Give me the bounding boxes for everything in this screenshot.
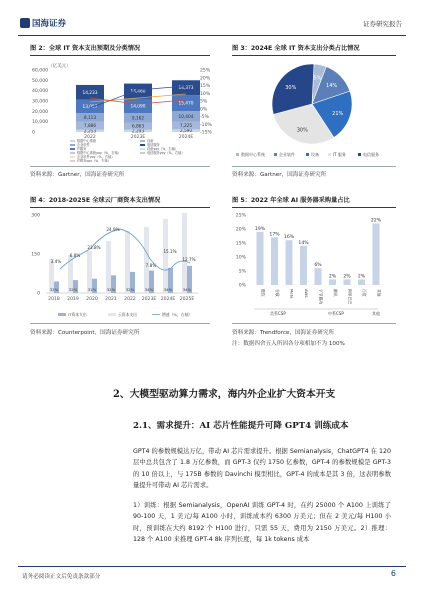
fig2-ytick-left: 0: [32, 130, 35, 136]
fig5-bar: [329, 279, 336, 285]
fig5-bar: [358, 279, 365, 285]
fig2-data-label: 8,113: [83, 115, 97, 121]
fig4-share-label: 31%: [87, 287, 97, 292]
fig2-ytick-right: 0%: [200, 107, 208, 113]
fig2-x-label: 2024E: [178, 135, 194, 140]
fig5-title-rule: [232, 207, 396, 208]
fig2-chart: [28, 58, 214, 162]
paragraph-2: [133, 500, 391, 545]
fig5-x-label: 百度: [362, 289, 367, 297]
fig4-source: 资料来源：Counterpoint，国海证券研究所: [30, 330, 140, 336]
fig5-note: 注：数据四舍五入所因各分项相加不为 100%: [232, 341, 345, 347]
fig2-legend-2: IT服务: [77, 147, 87, 151]
paragraph-1: [133, 446, 391, 491]
logo-icon: [20, 18, 30, 28]
fig4-share-label: 32%: [49, 287, 59, 292]
fig2-data-label: 9,162: [131, 116, 145, 122]
fig4-share-label: 32%: [68, 287, 78, 292]
fig2-title: 图 2：全球 IT 资本支出预期及分类情况: [30, 45, 141, 52]
fig5-x-label: 微软: [260, 289, 266, 297]
fig4-legend: [58, 312, 192, 317]
fig4-legend-1: 云资本支出: [118, 312, 137, 317]
fig2-data-label: 2,253: [83, 129, 97, 135]
fig5-title: 图 5：2022 年全球 AI 服务器采购量占比: [232, 197, 350, 204]
fig4-x-label: 2022: [124, 297, 136, 302]
fig2-data-label: 2,590: [179, 129, 193, 135]
fig2-legend: [70, 138, 184, 162]
logo-text: 国海证券: [32, 19, 67, 29]
fig2-legend-5: IT服务yoy（%，右轴）: [77, 159, 111, 162]
fig3-title: 图 3：2024E 全球 IT 资本支出分类占比情况: [232, 45, 360, 52]
fig5-ytick: 5%: [238, 269, 246, 275]
fig5-group-2: 其他: [372, 311, 380, 316]
fig3-legend-0: 数据中心系统: [241, 152, 265, 157]
fig2-data-label: 14,460: [130, 89, 146, 95]
fig2-data-label: 6,863: [131, 124, 145, 130]
fig4-bar-it: [182, 213, 187, 293]
fig2-ytick-right: 25%: [200, 68, 211, 74]
fig5-group-0: 美系CSP: [270, 311, 286, 316]
fig5-ytick: 10%: [235, 255, 246, 261]
footer-rule: [18, 566, 406, 567]
fig2-x-labels: [84, 134, 193, 140]
fig4-x-label: 2021: [105, 297, 117, 302]
fig2-title-rule: [30, 55, 210, 56]
fig4-chart: [28, 209, 214, 319]
fig5-x-label: 其他: [376, 289, 382, 297]
fig2-data-label: 14,373: [178, 86, 194, 92]
fig5-bar: [344, 279, 351, 285]
fig4-legend-0: IT资本支出: [68, 312, 87, 317]
fig5-bar: [373, 223, 380, 285]
fig3-bottom-rule: [232, 166, 396, 167]
fig3-title-rule: [232, 55, 396, 56]
fig5-value-label: 2%: [343, 274, 351, 280]
fig2-bottom-rule: [30, 166, 210, 167]
fig5-value-label: 2%: [328, 274, 337, 280]
fig2-ytick-left: 60,000: [32, 68, 49, 74]
fig5-groups: [254, 309, 380, 316]
fig5-value-label: 19%: [254, 226, 266, 232]
fig2-data-label: 10,404: [178, 114, 194, 120]
fig3-slice-label: 21%: [332, 110, 344, 117]
fig4-title-rule: [30, 207, 210, 208]
fig5-x-label: 字节跳动: [318, 289, 324, 305]
paragraph-2-text: 1）训练：根据 Semianalysis，OpenAI 训练 GPT-4 时，在约 25000 个 A100 上训练了 90-100 天，1 美元/每 A100 小时，训练成本约 6300 万美元；但在 2 美元/每 H100 小时，预训练在大约 8192 个 H100 进行，只需 55 天，费用为 2150 万美元。2）推理：128 个 A100 来推理 GPT-4 8k 序列长度，每 1k tokens 成本: [133, 502, 391, 543]
fig5-value-label: 14%: [298, 240, 309, 246]
fig5-bar: [257, 232, 264, 285]
fig2-data-label: 7,886: [83, 124, 97, 130]
fig4-share-label: 32%: [106, 287, 116, 292]
fig2-ytick-right: 10%: [200, 91, 211, 97]
fig4-share-label: 34%: [163, 287, 173, 292]
fig3-legend-4: 电信服务: [363, 152, 379, 157]
fig3-slice-label: 5%: [313, 75, 322, 82]
fig5-bottom-rule: [232, 323, 396, 324]
fig2-data-label: 15,470: [178, 101, 194, 107]
fig2-ytick-left: 10,000: [32, 120, 49, 126]
fig4-bar-it: [125, 231, 130, 293]
fig3-legend-1: 企业软件: [279, 152, 295, 157]
fig3-slice-label: 30%: [285, 84, 297, 91]
fig2-x-label: 2022: [84, 135, 96, 140]
fig5-bar: [315, 268, 322, 285]
fig4-bar-it: [163, 219, 168, 293]
fig4-ytick: 300: [31, 213, 40, 219]
report-type: 证券研究报告: [363, 20, 402, 28]
fig5-bar: [271, 237, 278, 285]
fig5-value-label: 6%: [314, 263, 322, 269]
fig3-slice-label: 30%: [296, 127, 308, 134]
fig3-legend: [236, 151, 379, 157]
fig5-value-label: 17%: [269, 232, 280, 238]
fig5-y-ticks: [236, 213, 247, 289]
fig4-x-label: 2018: [48, 297, 60, 302]
fig4-bottom-rule: [30, 323, 210, 324]
fig4-title: 图 4：2018-2025E 全球云厂商资本支出情况: [30, 197, 161, 204]
fig4-share-label: 34%: [182, 287, 192, 292]
fig4-x-label: 2023E: [141, 297, 157, 302]
fig2-ytick-left: 40,000: [32, 89, 49, 95]
header-rule: [18, 35, 406, 36]
fig2-data-label: 7,225: [179, 124, 193, 130]
fig2-ytick-left: 20,000: [32, 109, 49, 115]
fig5-group-1: 中系CSP: [328, 311, 344, 316]
fig4-share-label: 32%: [125, 287, 135, 292]
fig4-x-label: 2019: [67, 297, 79, 302]
fig4-share-label: 34%: [144, 287, 154, 292]
fig4-x-label: 2024E: [160, 297, 176, 302]
fig2-data-label: 2,293: [131, 129, 145, 135]
fig5-chart: [232, 209, 396, 319]
fig2-ytick-right: 15%: [200, 84, 211, 89]
fig3-legend-2: 设备: [311, 152, 319, 157]
fig2-ytick-right: 5%: [200, 99, 208, 105]
fig2-legend-8: 设备yoy（%，右轴）: [147, 147, 179, 151]
fig5-ytick: 25%: [235, 213, 246, 219]
fig2-legend-3: 数据中心系统yoy（%，右轴）: [77, 151, 121, 155]
fig2-unit: （亿美元）: [48, 64, 71, 69]
fig4-growth-label: 6.8%: [69, 253, 81, 258]
paragraph-1-text: GPT4 的参数规模达万亿，带动 AI 芯片需求提升。根据 Semianalysis，ChatGPT4 在 120 层中总共包含了 1.8 万亿参数，而 GPT-3 仅约 1750 亿参数，GPT-4 的参数规模是 GPT-3 的 10 倍以上，与 175B 参数的 Davinchi 模型相比，GPT-4 的成本是其 3 倍，这表明参数量提升可带动 AI 芯片需求。: [133, 448, 391, 489]
fig4-x-label: 2020: [86, 297, 98, 302]
fig4-ytick: 0: [37, 291, 40, 297]
fig4-growth-label: 23.8%: [87, 245, 101, 250]
fig4-bar-it: [106, 241, 111, 293]
fig2-legend-7: 电信服务: [147, 143, 160, 147]
footer-disclaimer: 请务必阅读正文后免责条款部分: [22, 574, 101, 580]
fig5-x-label: 腾讯: [333, 289, 338, 297]
fig2-y-ticks-right: [200, 68, 213, 136]
fig2-legend-6: 设备: [147, 139, 154, 143]
fig2-legend-9: 电信服务yoy（%，右轴）: [147, 151, 185, 155]
fig5-x-label: AWS: [304, 289, 309, 298]
fig5-bar: [300, 246, 307, 285]
fig5-x-label: 阿里巴巴: [347, 289, 353, 305]
fig2-source: 资料来源：Gartner，国海证券研究所: [30, 172, 125, 178]
fig2-data-label: 13,057: [82, 104, 98, 110]
section-heading: 2、大模型驱动算力需求，海内外企业扩大资本开支: [113, 389, 336, 400]
fig5-value-label: 22%: [370, 218, 382, 224]
fig5-ytick: 20%: [235, 227, 246, 233]
fig5-x-label: 谷歌: [275, 289, 280, 297]
fig2-y-ticks-left: [32, 68, 48, 136]
fig4-legend-2: 增速（%，右轴）: [162, 312, 193, 317]
fig5-source: 资料来源：Trendforce，国海证券研究所: [232, 330, 335, 336]
fig5-value-label: 2%: [357, 274, 366, 280]
fig2-data-label: 14,090: [130, 104, 146, 110]
fig5-x-label: Meta: [289, 289, 295, 299]
fig4-growth-label: 12.7%: [182, 257, 196, 262]
fig4-ytick: 150: [31, 252, 40, 258]
fig2-bars: [76, 80, 200, 134]
fig2-legend-0: 数据中心系统: [77, 139, 97, 143]
page-number: 6: [390, 569, 396, 578]
fig3-slice-label: 14%: [326, 83, 338, 90]
fig2-ytick-right: -15%: [200, 130, 212, 136]
fig4-growth-label: 15.1%: [163, 249, 177, 254]
fig3-source: 资料来源：Gartner，国海证券研究所: [232, 172, 327, 178]
fig5-x-labels: [261, 289, 382, 304]
fig2-ytick-right: -5%: [200, 115, 209, 120]
fig2-ytick-left: 30,000: [32, 99, 49, 105]
fig2-ytick-left: 50,000: [32, 78, 49, 84]
fig3-pie: [272, 64, 352, 144]
fig2-data-label: 14,233: [82, 90, 98, 96]
fig4-growth-label: 3.4%: [50, 259, 62, 264]
fig5-ytick: 15%: [235, 241, 246, 247]
fig2-ytick-right: 20%: [200, 76, 211, 82]
section-subheading: 2.1、需求提升：AI 芯片性能提升可降 GPT4 训练成本: [133, 421, 349, 431]
fig2-ytick-right: -10%: [200, 122, 212, 128]
fig4-x-label: 2025E: [179, 297, 195, 302]
fig4-growth-label: 24.9%: [106, 227, 120, 232]
fig3-chart: [232, 58, 396, 162]
fig3-legend-3: IT 服务: [333, 152, 346, 157]
fig2-legend-1: 企业软件: [77, 143, 90, 147]
fig4-x-labels: [48, 296, 194, 302]
fig5-ytick: 0%: [238, 283, 246, 289]
fig5-value-label: 16%: [283, 235, 295, 241]
fig2-x-label: 2023E: [130, 135, 146, 140]
fig4-growth-label: 7.8%: [145, 263, 157, 268]
fig4-bar-it: [144, 227, 149, 293]
fig5-bars: [255, 217, 382, 285]
fig5-bar: [286, 240, 293, 285]
fig2-legend-4: 企业软件yoy（%，右轴）: [77, 155, 115, 159]
